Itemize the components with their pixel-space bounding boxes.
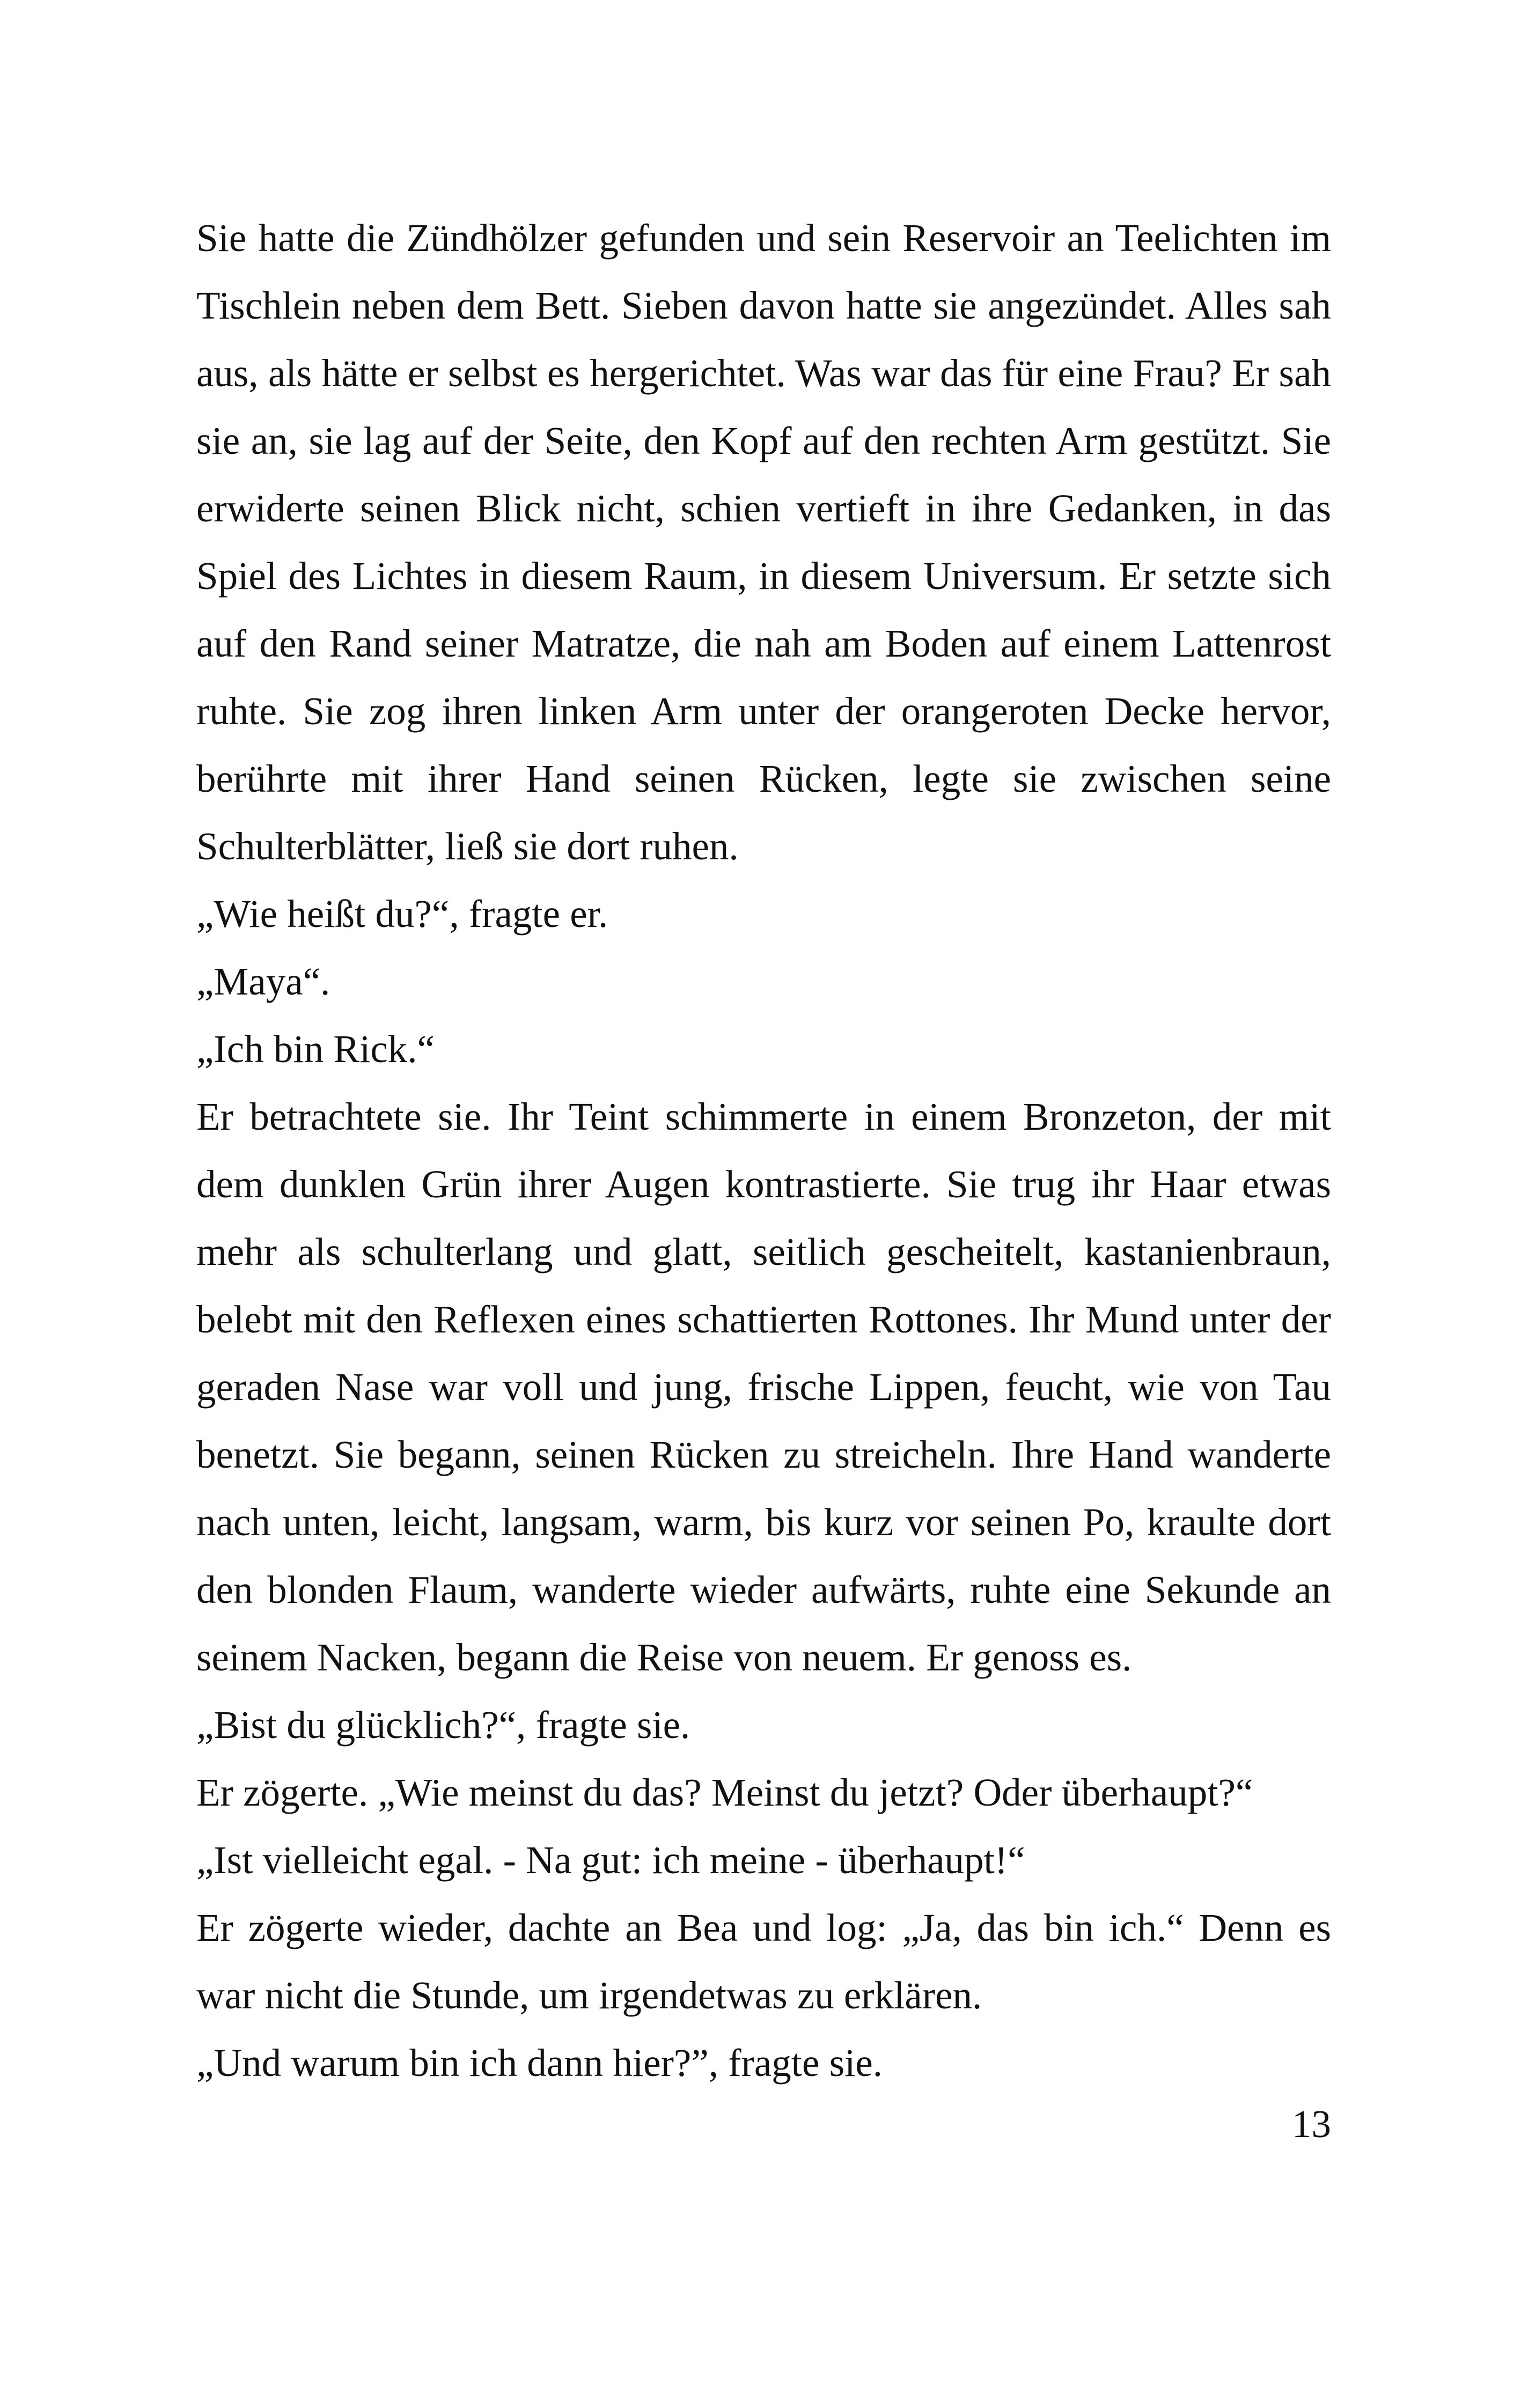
paragraph: Er zögerte wieder, dachte an Bea und log: „Ja, das bin ich.“ Denn es war nicht die Stunde, um irgendetwas zu erklären. bbox=[196, 1906, 1331, 2017]
body-text bbox=[196, 204, 1331, 2097]
paragraph: „Und warum bin ich dann hier?”, fragte sie. bbox=[196, 2041, 883, 2085]
paragraph: Er betrachtete sie. Ihr Teint schimmerte in einem Bronzeton, der mit dem dunklen Grün ihrer Augen kontrastierte. Sie trug ihr Haar etwas mehr als schulterlang und glatt, seitlich gescheitelt, kastanienbraun, belebt mit den Reflexen eines schattierten Rottones. Ihr Mund unter der geraden Nase war voll und jung, frische Lippen, feucht, wie von Tau benetzt. Sie begann, seinen Rücken zu streicheln. Ihre Hand wanderte nach unten, leicht, langsam, warm, bis kurz vor seinen Po, kraulte dort den blonden Flaum, wanderte wieder aufwärts, ruhte eine Sekunde an seinem Nacken, begann die Reise von neuem. Er genoss es. bbox=[196, 1095, 1331, 1679]
paragraph: „Ich bin Rick.“ bbox=[196, 1027, 435, 1071]
paragraph: „Maya“. bbox=[196, 960, 330, 1003]
paragraph: „Wie heißt du?“, fragte er. bbox=[196, 892, 608, 936]
page-number: 13 bbox=[1292, 2102, 1331, 2146]
paragraph: „Ist vielleicht egal. - Na gut: ich meine - überhaupt!“ bbox=[196, 1838, 1025, 1882]
paragraph: Sie hatte die Zündhölzer gefunden und sein Reservoir an Teelichten im Tischlein neben dem Bett. Sieben davon hatte sie angezündet. Alles sah aus, als hätte er selbst es hergerichtet. Was war das für eine Frau? Er sah sie an, sie lag auf der Seite, den Kopf auf den rechten Arm gestützt. Sie erwiderte seinen Blick nicht, schien vertieft in ihre Gedanken, in das Spiel des Lichtes in diesem Raum, in diesem Universum. Er setzte sich auf den Rand seiner Matratze, die nah am Boden auf einem Lattenrost ruhte. Sie zog ihren linken Arm unter der orangeroten Decke hervor, berührte mit ihrer Hand seinen Rücken, legte sie zwischen seine Schulterblätter, ließ sie dort ruhen. bbox=[196, 216, 1331, 868]
paragraph: „Bist du glücklich?“, fragte sie. bbox=[196, 1703, 690, 1747]
paragraph: Er zögerte. „Wie meinst du das? Meinst du jetzt? Oder überhaupt?“ bbox=[196, 1771, 1253, 1814]
